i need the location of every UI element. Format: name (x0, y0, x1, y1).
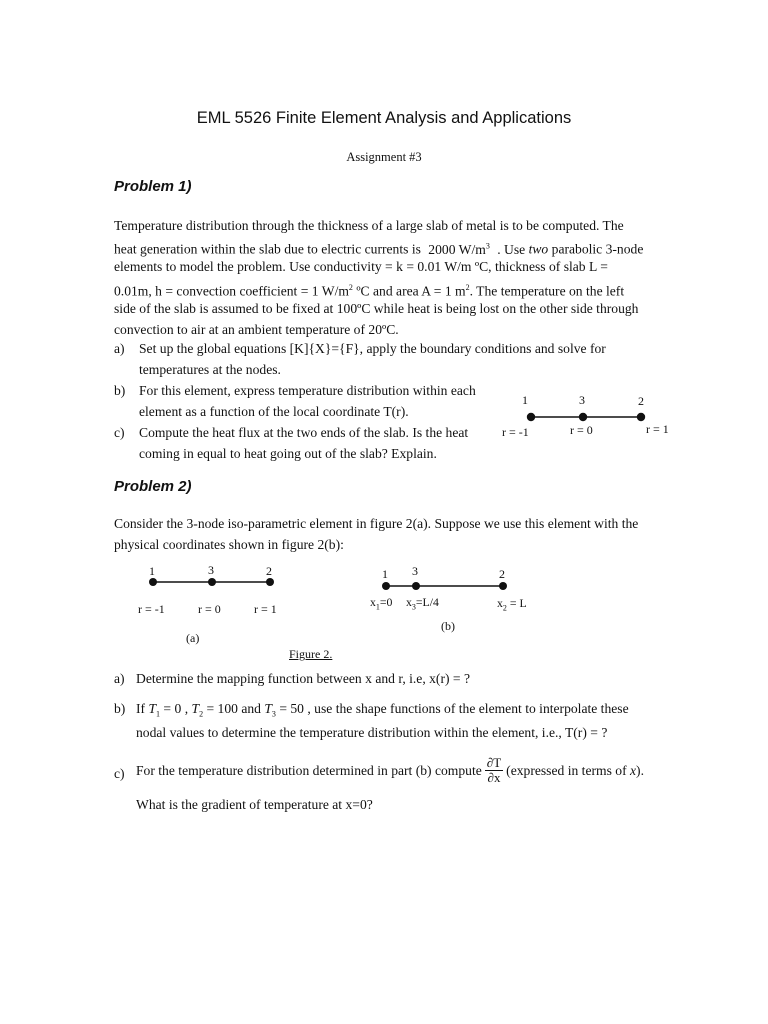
p2-item-b-line2: nodal values to determine the temperature distribution within the element, i.e., T(r) = ? (136, 725, 608, 740)
p2-item-c-letter: c) (114, 766, 125, 781)
problem-1-heading: Problem 1) (114, 178, 192, 195)
p1-r-label-right: r = 1 (646, 422, 669, 436)
fig2a-node-label-2: 2 (266, 564, 272, 578)
p1-line-3: elements to model the problem. Use conductivity = k = 0.01 W/m ºC, thickness of slab L = (114, 259, 608, 274)
p1-item-a-letter: a) (114, 341, 125, 356)
p1-line-4: 0.01m, h = convection coefficient = 1 $W/m^2$ ºC and area A = 1 $m^2$. The temperature on the left (114, 283, 625, 299)
p1-item-c-letter: c) (114, 425, 125, 440)
p1-r-label-mid: r = 0 (570, 423, 593, 437)
p1-node-label-3: 3 (579, 393, 585, 407)
p1-item-b-line1: For this element, express temperature distribution within each (139, 383, 476, 398)
figure-2-caption: Figure 2. (289, 647, 333, 661)
p2-item-b-letter: b) (114, 701, 126, 716)
p2-item-a-letter: a) (114, 671, 125, 686)
p1-item-c-line2: coming in equal to heat going out of the slab? Explain. (139, 446, 437, 461)
fig2b-x2-label: $x_2 = L$ (497, 596, 527, 613)
p2-intro-line2: physical coordinates shown in figure 2(b): (114, 537, 344, 552)
assignment-subtitle: Assignment #3 (346, 150, 422, 164)
fig2a-node-label-3: 3 (208, 563, 214, 577)
p1-item-a-line2: temperatures at the nodes. (139, 362, 281, 377)
p2-item-c-line1: For the temperature distribution determined in part (b) compute $\frac{\partial T}{\partial x}$ (expressed in terms of x ). (136, 755, 644, 785)
p2-item-c-line2: What is the gradient of temperature at x=0? (136, 797, 373, 812)
fig2b-x3-label: $x_3=L/4$ (406, 595, 439, 612)
p1-line-5: side of the slab is assumed to be fixed at 100ºC while heat is being lost on the other side through (114, 301, 639, 316)
p1-line-2: heat generation within the slab due to electric currents is 2000 $W/m^3$ . Use two parabolic 3-node (114, 241, 644, 257)
p2-item-a-text: Determine the mapping function between x and r, i.e, x(r) = ? (136, 671, 471, 686)
fig2b-x1-label: $x_1=0$ (370, 595, 393, 612)
fig2a-r-label-left: r = -1 (138, 602, 165, 616)
p2-intro-line1: Consider the 3-node iso-parametric element in figure 2(a). Suppose we use this element with the (114, 516, 639, 531)
p1-item-b-letter: b) (114, 383, 126, 398)
fig2b-node-label-3: 3 (412, 564, 418, 578)
p1-item-b-line2: element as a function of the local coordinate T(r). (139, 404, 409, 419)
fig2b-node-2 (499, 582, 507, 590)
p1-r-label-left: r = -1 (502, 425, 529, 439)
document-title: EML 5526 Finite Element Analysis and Applications (196, 109, 572, 127)
p1-line-6: convection to air at an ambient temperature of 20ºC. (114, 322, 399, 337)
fig2b-node-3 (412, 582, 420, 590)
p1-line-1: Temperature distribution through the thickness of a large slab of metal is to be computed. The (114, 218, 624, 233)
p1-item-a-line1: Set up the global equations [K]{X}={F}, apply the boundary conditions and solve for (139, 341, 606, 356)
fig2b-node-label-1: 1 (382, 567, 388, 581)
partial-derivative-fraction: $\frac{\partial T}{\partial x}$ (486, 755, 502, 785)
fig2a-caption: (a) (186, 631, 200, 645)
fig2b-node-1 (382, 582, 390, 590)
problem-2-heading: Problem 2) (114, 478, 192, 495)
p2-item-b-line1: If $T_1 = 0$ , $T_2 = 100$ and $T_3 = 50$ , use the shape functions of the element to interpolate these (136, 701, 629, 719)
fig2b-caption: (b) (441, 619, 455, 633)
p1-node-label-1: 1 (522, 393, 528, 407)
p1-node-label-2: 2 (638, 394, 644, 408)
fig2a-r-label-mid: r = 0 (198, 602, 221, 616)
p1-item-c-line1: Compute the heat flux at the two ends of the slab. Is the heat (139, 425, 469, 440)
heat-generation-value: 2000 $W/m^3$ (428, 241, 490, 257)
fig2a-node-label-1: 1 (149, 564, 155, 578)
fig2a-r-label-right: r = 1 (254, 602, 277, 616)
fig2b-node-label-2: 2 (499, 567, 505, 581)
